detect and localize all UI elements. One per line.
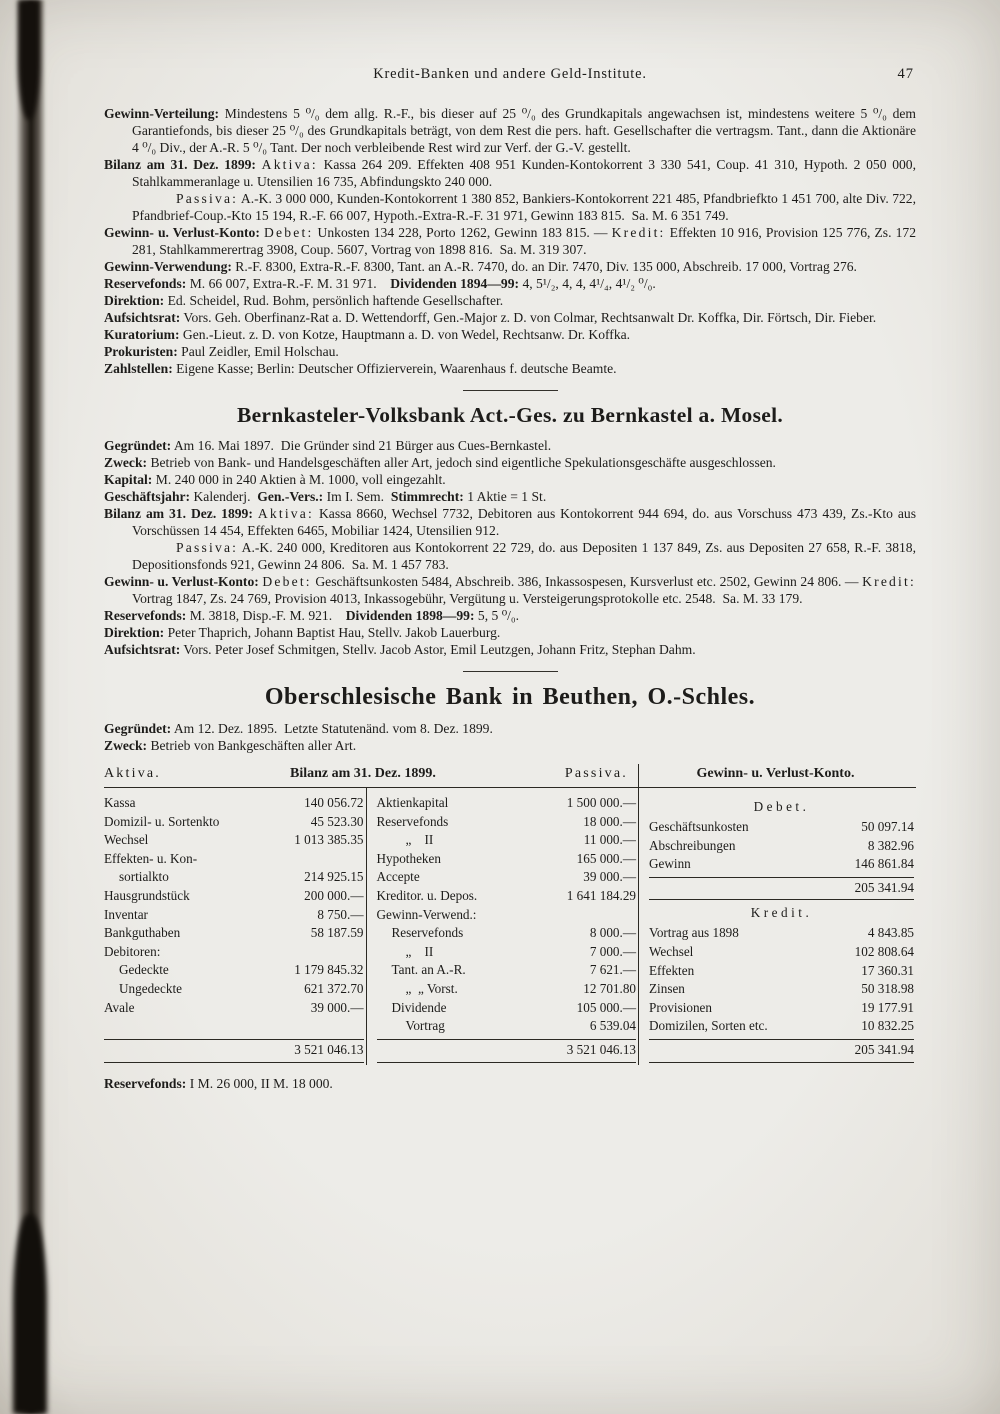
row-label: Gewinn [649, 856, 691, 872]
row-amount: 102 808.64 [854, 943, 914, 959]
row-label: Dividende [391, 999, 447, 1015]
entry-text: Kassa 8660, Wechsel 7732, Debitoren aus Kontokorrent 944 694, do. aus Vorschuss 473 439, Zs.-Kto aus Vorschüssen 14 454, Effekten 6465, Mobiliar 1424, Utensilien 912. [132, 506, 917, 538]
row-label: Kassa [104, 795, 136, 810]
table-row [649, 837, 914, 856]
table-row [104, 924, 364, 943]
table-row [104, 999, 364, 1018]
entry-text: Ed. Scheidel, Rud. Bohm, persönlich haftende Gesellschafter. [164, 293, 504, 308]
entry-text: Betrieb von Bankgeschäften aller Art. [147, 738, 357, 753]
row-label: Reservefonds [376, 813, 449, 829]
bank-entry-bernkasteler-volksbank [104, 437, 916, 658]
entry-keyword: Kredit: [862, 574, 916, 589]
entry-text: A.-K. 240 000, Kreditoren aus Kontokorrent 22 729, do. aus Depositen 1 137 849, Zs. aus Depositen 27 658, R.-F. 3818, Depositionsfonds 921, Gewinn 24 806. Sa. M. 1 457 783. [132, 540, 916, 572]
entry-label: Aufsichtsrat: [104, 310, 181, 325]
entry-label: Direktion: [104, 625, 165, 640]
aktiva-panel [104, 788, 366, 1065]
entry-paragraph [104, 275, 916, 292]
table-row [377, 868, 637, 887]
passiva-column-header: Passiva. [564, 766, 628, 781]
entry-label: Aufsichtsrat: [104, 642, 181, 657]
entry-keyword: Debet: [262, 574, 312, 589]
entry-label: Prokuristen: [104, 344, 178, 359]
entry-label: Zweck: [104, 455, 148, 470]
page-content [104, 66, 916, 1092]
table-total-row [104, 1039, 364, 1063]
reservefonds-note [104, 1075, 916, 1092]
row-amount: 105 000.— [576, 999, 636, 1015]
balance-panels [104, 788, 638, 1065]
entry-text: 4, 5¹/₂, 4, 4, 4¹/₄, 4¹/₂ ⁰/₀. [519, 276, 656, 291]
row-amount: 39 000.— [583, 869, 636, 885]
entry-label: Bilanz am 31. Dez. 1899: [104, 157, 256, 172]
row-label: Avale [104, 999, 135, 1015]
page-number: 47 [897, 66, 914, 82]
table-row [649, 855, 914, 874]
entry-paragraph [104, 471, 916, 488]
row-label: Effekten [649, 962, 695, 978]
table-row [649, 818, 914, 837]
row-label: Tant. an A.-R. [391, 962, 466, 978]
entry-label: Gen.-Vers.: [257, 489, 324, 504]
entry-text: Unkosten 134 228, Porto 1262, Gewinn 183 815. — [313, 225, 612, 240]
entry-text: M. 3818, Disp.-F. M. 921. [186, 608, 346, 623]
entry-label: Bilanz am 31. Dez. 1899: [104, 506, 253, 521]
entry-keyword: Passiva: [176, 191, 239, 206]
row-amount: 45 523.30 [310, 813, 364, 829]
table-row [104, 906, 364, 925]
entry-paragraph [104, 309, 916, 326]
entry-text: Kalenderj. [190, 489, 258, 504]
row-amount: 12 701.80 [583, 980, 636, 996]
table-row [377, 906, 637, 925]
row-amount: 165 000.— [576, 850, 636, 866]
balance-sheet-table [104, 764, 916, 1065]
row-label: Domizilen, Sorten etc. [649, 1018, 768, 1034]
table-subheader: Kredit. [750, 905, 813, 921]
table-row [377, 887, 637, 906]
entry-paragraph [104, 720, 916, 737]
entry-paragraph [104, 292, 916, 309]
entry-text: Eigene Kasse; Berlin: Deutscher Offizierverein, Waarenhaus f. deutsche Beamte. [172, 361, 617, 376]
scan-binding-artifact [16, 0, 46, 1414]
table-row [377, 813, 637, 832]
entry-text: Am 16. Mai 1897. Die Gründer sind 21 Bürger aus Cues-Bernkastel. [171, 438, 552, 453]
row-amount: 7 621.— [589, 962, 636, 978]
entry-paragraph [104, 505, 916, 539]
row-amount: 6 539.04 [589, 1018, 636, 1034]
row-label: Reservefonds [391, 925, 464, 941]
row-amount: 58 187.59 [310, 925, 364, 941]
entry-keyword: Debet: [263, 225, 314, 240]
row-amount: 50 097.14 [861, 819, 914, 834]
entry-paragraph [104, 343, 916, 360]
entry-text: Paul Zeidler, Emil Holschau. [177, 344, 339, 359]
bank-title-oberschlesische-bank: Oberschlesische Bank in Beuthen, O.-Schles. [264, 684, 756, 710]
bank-entry-continued [104, 105, 916, 377]
section-divider [463, 671, 558, 672]
row-label: Vortrag aus 1898 [649, 925, 739, 941]
entry-text: R.-F. 8300, Extra-R.-F. 8300, Tant. an A.-R. 7470, do. an Dir. 7470, Div. 135 000, Abschreib. 17 000, Vortrag 276. [231, 259, 857, 274]
row-amount: 39 000.— [310, 999, 364, 1015]
row-label: „ II [405, 943, 434, 959]
table-row [104, 868, 364, 887]
row-label: Zinsen [649, 981, 685, 997]
table-row [649, 999, 914, 1018]
row-label: Hypotheken [376, 850, 441, 866]
row-amount: 17 360.31 [861, 962, 914, 978]
bilanz-table-title: Bilanz am 31. Dez. 1899. [290, 766, 436, 781]
entry-text: 1 Aktie = 1 St. [463, 489, 547, 504]
row-amount: 3 521 046.13 [566, 1042, 636, 1058]
row-amount: 1 500 000.— [566, 795, 636, 810]
profit-loss-section [638, 764, 916, 1065]
row-label: Ungedeckte [119, 980, 182, 996]
running-header-title: Kredit-Banken und andere Geld-Institute. [373, 66, 647, 82]
entry-paragraph [104, 573, 916, 607]
table-row [104, 887, 364, 906]
entry-text: Betrieb von Bank- und Handelsgeschäften aller Art, jedoch sind eigentliche Spekulationsgeschäfte ausgeschlossen. [147, 455, 776, 470]
row-label: Inventar [104, 906, 148, 922]
entry-paragraph [104, 156, 916, 190]
row-amount: 8 750.— [317, 906, 364, 922]
row-label: Vortrag [405, 1018, 445, 1034]
aktiva-column-header: Aktiva. [104, 766, 162, 781]
row-amount: 214 925.15 [304, 869, 364, 885]
table-row [649, 924, 914, 943]
entry-text: Am 12. Dez. 1895. Letzte Statutenänd. vom 8. Dez. 1899. [171, 721, 493, 736]
row-amount: 205 341.94 [854, 880, 914, 896]
bank-title-bernkasteler-volksbank: Bernkasteler-Volksbank Act.-Ges. zu Bernkastel a. Mosel. [236, 403, 784, 427]
table-row [104, 850, 364, 869]
table-row [649, 1017, 914, 1036]
entry-paragraph [104, 105, 916, 156]
entry-label: Kuratorium: [104, 327, 180, 342]
entry-label: Kapital: [104, 472, 153, 487]
entry-paragraph [104, 1075, 916, 1092]
entry-text: Geschäftsunkosten 5484, Abschreib. 386, Inkassospesen, Kursverlust etc. 2502, Gewinn 24 806. — [311, 574, 863, 589]
entry-text: M. 240 000 in 240 Aktien à M. 1000, voll eingezahlt. [152, 472, 446, 487]
entry-paragraph [104, 258, 916, 275]
row-label: Kreditor. u. Depos. [376, 887, 478, 903]
table-row [377, 961, 637, 980]
row-amount: 140 056.72 [304, 795, 364, 810]
entry-text: M. 66 007, Extra-R.-F. M. 31 971. [186, 276, 391, 291]
entry-text: Vors. Peter Josef Schmitgen, Stellv. Jacob Astor, Emil Leutzgen, Johann Fritz, Stephan Dahm. [180, 642, 696, 657]
table-row [377, 1017, 637, 1036]
row-amount: 18 000.— [583, 813, 636, 829]
table-row [104, 961, 364, 980]
entry-keyword: Aktiva: [257, 506, 315, 521]
row-label: sortialkto [119, 869, 169, 885]
entry-text: Effekten 10 916, Provision 125 776, Zs. 172 281, Stahlkammerertrag 3908, Coup. 5607, Vortrag von 1898 816. Sa. M. 319 307. [132, 225, 916, 257]
table-total-row [649, 877, 914, 901]
entry-paragraph [104, 190, 916, 224]
row-label: Wechsel [104, 832, 149, 848]
row-label: Provisionen [649, 999, 713, 1015]
section-divider [463, 390, 558, 391]
row-label: Domizil- u. Sortenkto [104, 813, 220, 829]
row-label: Gedeckte [119, 962, 169, 978]
row-label: Aktienkapital [376, 795, 449, 810]
row-label: Debitoren: [104, 943, 161, 959]
table-row [104, 813, 364, 832]
profit-loss-panel [639, 788, 916, 1065]
entry-label: Geschäftsjahr: [104, 489, 191, 504]
entry-keyword: Kredit: [611, 225, 666, 240]
row-amount: 11 000.— [583, 832, 636, 848]
entry-text: Kassa 264 209. Effekten 408 951 Kunden-Kontokorrent 3 330 541, Coup. 41 310, Hypoth. 2 050 000, Stahlkammeranlage u. Utensilien 16 735, Abfindungskto 240 000. [132, 157, 916, 189]
entry-paragraph [104, 641, 916, 658]
row-amount: 8 000.— [589, 925, 636, 941]
table-row [649, 943, 914, 962]
table-row [649, 962, 914, 981]
entry-paragraph [104, 488, 916, 505]
row-amount: 50 318.98 [861, 981, 914, 997]
row-amount: 1 641 184.29 [566, 887, 636, 903]
table-row [104, 831, 364, 850]
row-amount: 10 832.25 [861, 1018, 914, 1034]
row-amount: 621 372.70 [304, 980, 364, 996]
row-label: Bankguthaben [104, 925, 181, 941]
entry-label: Gewinn- u. Verlust-Konto: [104, 225, 260, 240]
entry-paragraph [104, 624, 916, 641]
table-row [377, 943, 637, 962]
row-amount: 7 000.— [589, 943, 636, 959]
profit-loss-column-header: Gewinn- u. Verlust-Konto. [696, 766, 855, 781]
row-amount: 1 179 845.32 [294, 962, 364, 978]
entry-keyword: Passiva: [176, 540, 239, 555]
table-row [104, 794, 364, 813]
table-row [104, 980, 364, 999]
table-row [377, 999, 637, 1018]
row-amount: 4 843.85 [867, 925, 914, 941]
profit-loss-header-row [639, 764, 916, 788]
row-label: Wechsel [649, 943, 694, 959]
row-label: Gewinn-Verwend.: [376, 906, 477, 922]
entry-label: Gegründet: [104, 721, 172, 736]
entry-label: Reservefonds: [104, 608, 187, 623]
entry-text: Im I. Sem. [323, 489, 391, 504]
table-row [104, 943, 364, 962]
table-row [377, 924, 637, 943]
row-amount: 146 861.84 [854, 856, 914, 872]
table-total-row [377, 1039, 637, 1063]
row-label: Hausgrundstück [104, 887, 190, 903]
entry-paragraph [104, 360, 916, 377]
entry-paragraph [104, 454, 916, 471]
entry-paragraph [104, 607, 916, 624]
row-amount: 19 177.91 [861, 999, 914, 1015]
row-label: Geschäftsunkosten [649, 819, 749, 834]
entry-text: Gen.-Lieut. z. D. von Kotze, Hauptmann a. D. von Wedel, Rechtsanw. Dr. Koffka. [179, 327, 631, 342]
entry-label: Dividenden 1894—99: [390, 276, 520, 291]
entry-label: Gegründet: [104, 438, 172, 453]
row-amount: 205 341.94 [854, 1042, 914, 1058]
entry-text: A.-K. 3 000 000, Kunden-Kontokorrent 1 380 852, Bankiers-Kontokorrent 221 485, Pfandbriefkto 1 451 700, alte Div. 722, Pfandbrief-Coup.-Kto 15 194, R.-F. 66 007, Hypoth.-Extra-R.-F. 31 971, Gewinn 183 815. Sa. M. 6 351 749. [132, 191, 916, 223]
row-amount: 8 382.96 [867, 837, 914, 853]
entry-keyword: Aktiva: [261, 157, 318, 172]
running-header [104, 66, 916, 83]
table-row [377, 831, 637, 850]
entry-label: Direktion: [104, 293, 165, 308]
row-label: Abschreibungen [649, 837, 736, 853]
entry-paragraph [104, 326, 916, 343]
balance-header-row [104, 764, 638, 788]
row-label: Accepte [376, 869, 420, 885]
entry-label: Gewinn- u. Verlust-Konto: [104, 574, 259, 589]
entry-label: Reservefonds: [104, 1075, 187, 1091]
entry-paragraph [104, 539, 916, 573]
table-row [377, 980, 637, 999]
entry-paragraph [104, 224, 916, 258]
entry-text: Vors. Geh. Oberfinanz-Rat a. D. Wettendorff, Gen.-Major z. D. von Colmar, Rechtsanwalt Dr. Koffka, Dir. Förtsch, Dir. Fieber. [180, 310, 877, 325]
table-row [377, 850, 637, 869]
row-label: „ II [405, 832, 434, 848]
table-total-row [649, 1039, 914, 1063]
entry-text: Vortrag 1847, Zs. 24 769, Provision 4013, Inkassogebühr, Vergütung u. Versteigerungsprotokolle etc. 2548. Sa. M. 33 179. [132, 591, 803, 606]
row-amount: 200 000.— [304, 887, 364, 903]
table-row [377, 794, 637, 813]
entry-label: Gewinn-Verteilung: [104, 106, 220, 121]
entry-label: Reservefonds: [104, 276, 187, 291]
passiva-panel [366, 788, 639, 1065]
row-amount: 1 013 385.35 [294, 832, 364, 848]
entry-paragraph [104, 737, 916, 754]
bank-entry-oberschlesische-bank [104, 720, 916, 754]
row-label: „ „ Vorst. [405, 980, 458, 996]
table-subheader: Debet. [753, 799, 810, 814]
entry-label: Dividenden 1898—99: [345, 608, 475, 623]
row-label: Effekten- u. Kon- [104, 850, 198, 866]
entry-label: Gewinn-Verwendung: [104, 259, 232, 274]
entry-text: 5, 5 ⁰/₀. [474, 608, 520, 623]
entry-label: Stimmrecht: [390, 489, 464, 504]
balance-left-section [104, 764, 638, 1065]
table-row [649, 980, 914, 999]
entry-label: Zahlstellen: [104, 361, 173, 376]
entry-text: I M. 26 000, II M. 18 000. [186, 1075, 333, 1091]
entry-paragraph [104, 437, 916, 454]
entry-label: Zweck: [104, 738, 148, 753]
entry-text: Peter Thaprich, Johann Baptist Hau, Stellv. Jakob Lauerburg. [164, 625, 501, 640]
row-amount: 3 521 046.13 [294, 1042, 364, 1058]
entry-text: Mindestens 5 ⁰/₀ dem allg. R.-F., bis dieser auf 25 ⁰/₀ des Grundkapitals angewachsen ist, mindestens weitere 5 ⁰/₀ dem Garantiefonds, bis dieser 25 ⁰/₀ des Grundkapitals beträgt, von dem Rest die pers. haft. Gesellschafter die vertragsm. Tant., dann die Aktionäre 4 ⁰/₀ Div., der A.-R. 5 ⁰/₀ Tant. Der noch verbleibende Rest wird zur Verf. der G.-V. gestellt. [132, 106, 916, 155]
